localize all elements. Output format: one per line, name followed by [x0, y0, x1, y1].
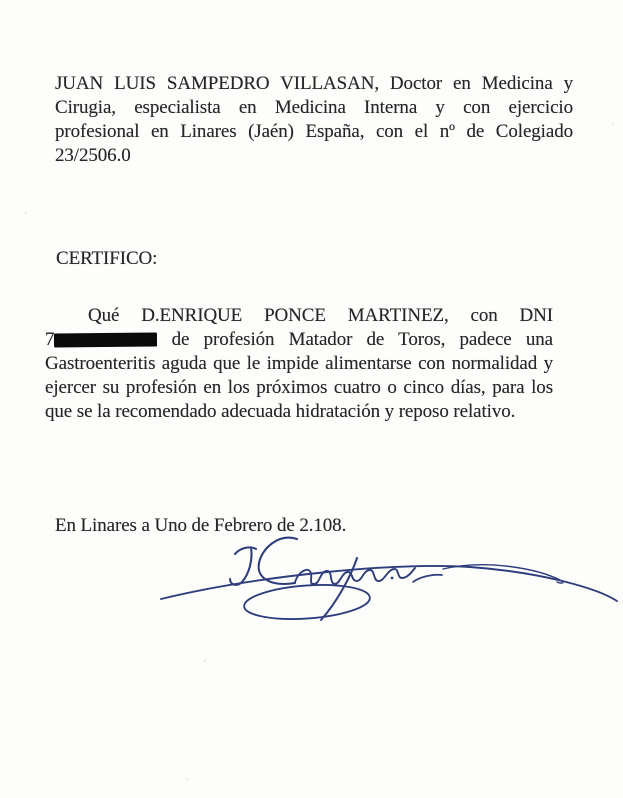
text-line: Qué D.ENRIQUE PONCE MARTINEZ, con DNI — [88, 305, 553, 326]
certify-heading: CERTIFICO: — [56, 248, 158, 269]
date-place-line: En Linares a Uno de Febrero de 2.108. — [55, 515, 347, 536]
text-line: que se la recomendado adecuada hidratación y reposo relativo. — [45, 401, 516, 422]
text-line: profesional en Linares (Jaén) España, con el nº de Colegiado — [55, 121, 573, 142]
doctor-signature — [145, 528, 623, 633]
redacted-dni-box — [54, 332, 157, 347]
signature-oval-flourish — [243, 581, 371, 623]
doctor-credentials-paragraph — [55, 72, 573, 168]
text-line: 23/2506.0 — [55, 145, 131, 166]
certification-body-paragraph — [45, 304, 553, 424]
text-line: Cirugia, especialista en Medicina Interna y con ejercicio — [55, 97, 573, 118]
signature-initial-j — [230, 547, 256, 584]
text-line: ejercer su profesión en los próximos cuatro o cinco días, para los — [45, 377, 553, 398]
text-line: JUAN LUIS SAMPEDRO VILLASAN, Doctor en Medicina y — [55, 73, 573, 94]
text-line: Gastroenteritis aguda que le impide alimentarse con normalidad y — [45, 353, 553, 374]
text-line: 7 de profesión Matador de Toros, padece una — [45, 329, 553, 350]
